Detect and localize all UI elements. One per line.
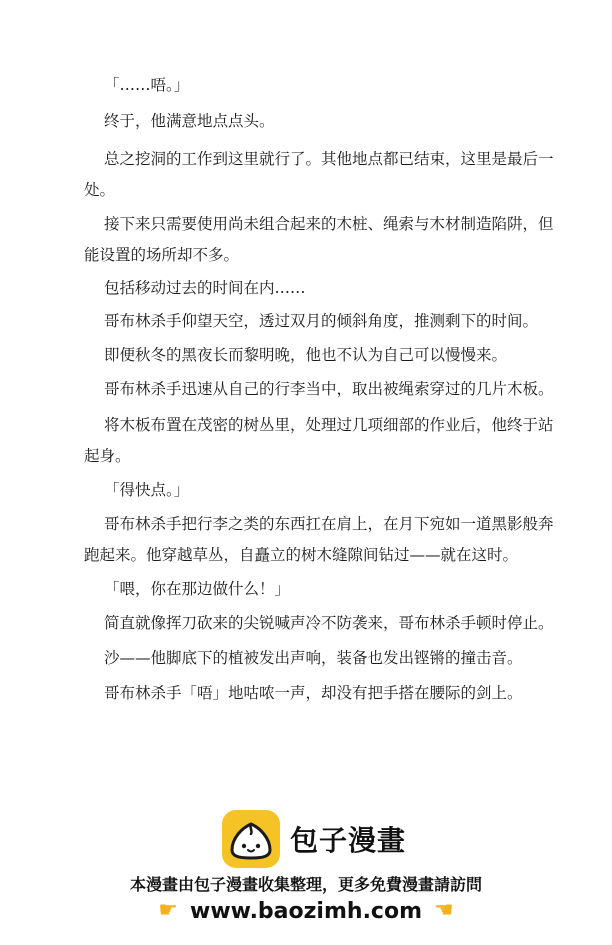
paragraph: [104, 106, 544, 137]
paragraph: [104, 678, 544, 709]
paragraph: [104, 608, 554, 639]
paragraph-line: 哥布林杀手把行李之类的东西扛在肩上，在月下宛如一道黑影般奔: [104, 515, 554, 533]
paragraph: [84, 209, 554, 271]
paragraph-line: 处。: [84, 181, 116, 199]
paragraph-line: 哥布林杀手仰望天空，透过双月的倾斜角度，推测剩下的时间。: [104, 312, 539, 330]
brand-name: 包子漫畫: [290, 824, 407, 857]
promo-url-link[interactable]: www.baozimh.com: [190, 898, 422, 924]
paragraph: [84, 144, 554, 206]
paragraph-line: 哥布林杀手「唔」地咕哝一声，却没有把手搭在腰际的剑上。: [104, 684, 523, 702]
paragraph: [104, 374, 554, 405]
paragraph-line: 哥布林杀手迅速从自己的行李当中，取出被绳索穿过的几片木板。: [104, 380, 554, 398]
paragraph-line: 接下来只需要使用尚未组合起来的木桩、绳索与木材制造陷阱，但: [104, 215, 554, 233]
paragraph-line: 沙——他脚底下的植被发出声响，装备也发出铿锵的撞击音。: [104, 649, 523, 667]
brand-row: [222, 808, 406, 870]
paragraph: [84, 410, 554, 472]
paragraph-line: 终于，他满意地点点头。: [104, 112, 275, 130]
paragraph: [104, 273, 544, 304]
pointing-right-hand-icon: ☛: [158, 898, 178, 923]
promo-footer: [0, 800, 612, 945]
paragraph-line: 跑起来。他穿越草丛，自矗立的树木缝隙间钻过——就在这时。: [84, 546, 519, 564]
paragraph-line: 将木板布置在茂密的树丛里，处理过几项细部的作业后，他终于站: [104, 416, 554, 434]
paragraph-line: 总之挖洞的工作到这里就行了。其他地点都已结束，这里是最后一: [104, 150, 554, 168]
pointing-left-hand-icon: ☚: [434, 898, 454, 923]
paragraph: [104, 574, 544, 605]
paragraph-line: 「得快点。」: [104, 481, 190, 499]
promo-url-row: [0, 896, 612, 926]
paragraph-line: 起身。: [84, 447, 131, 465]
paragraph-line: 简直就像挥刀砍来的尖锐喊声冷不防袭来，哥布林杀手顿时停止。: [104, 614, 554, 632]
paragraph-line: 「喂，你在那边做什么！」: [104, 580, 291, 598]
paragraph-line: 能设置的场所却不多。: [84, 246, 240, 264]
paragraph: [104, 475, 544, 506]
paragraph: [104, 643, 544, 674]
paragraph: [104, 340, 544, 371]
paragraph: [84, 509, 554, 571]
promo-caption: 本漫畫由包子漫畫收集整理，更多免費漫畫請訪問: [129, 875, 482, 894]
paragraph: [104, 306, 544, 337]
paragraph-line: 包括移动过去的时间在内……: [104, 279, 306, 297]
paragraph-line: 即便秋冬的黑夜长而黎明晚，他也不认为自己可以慢慢来。: [104, 346, 508, 364]
bun-logo-icon: [222, 810, 280, 868]
paragraph-line: 「……唔。」: [104, 76, 190, 94]
paragraph: [104, 70, 544, 101]
